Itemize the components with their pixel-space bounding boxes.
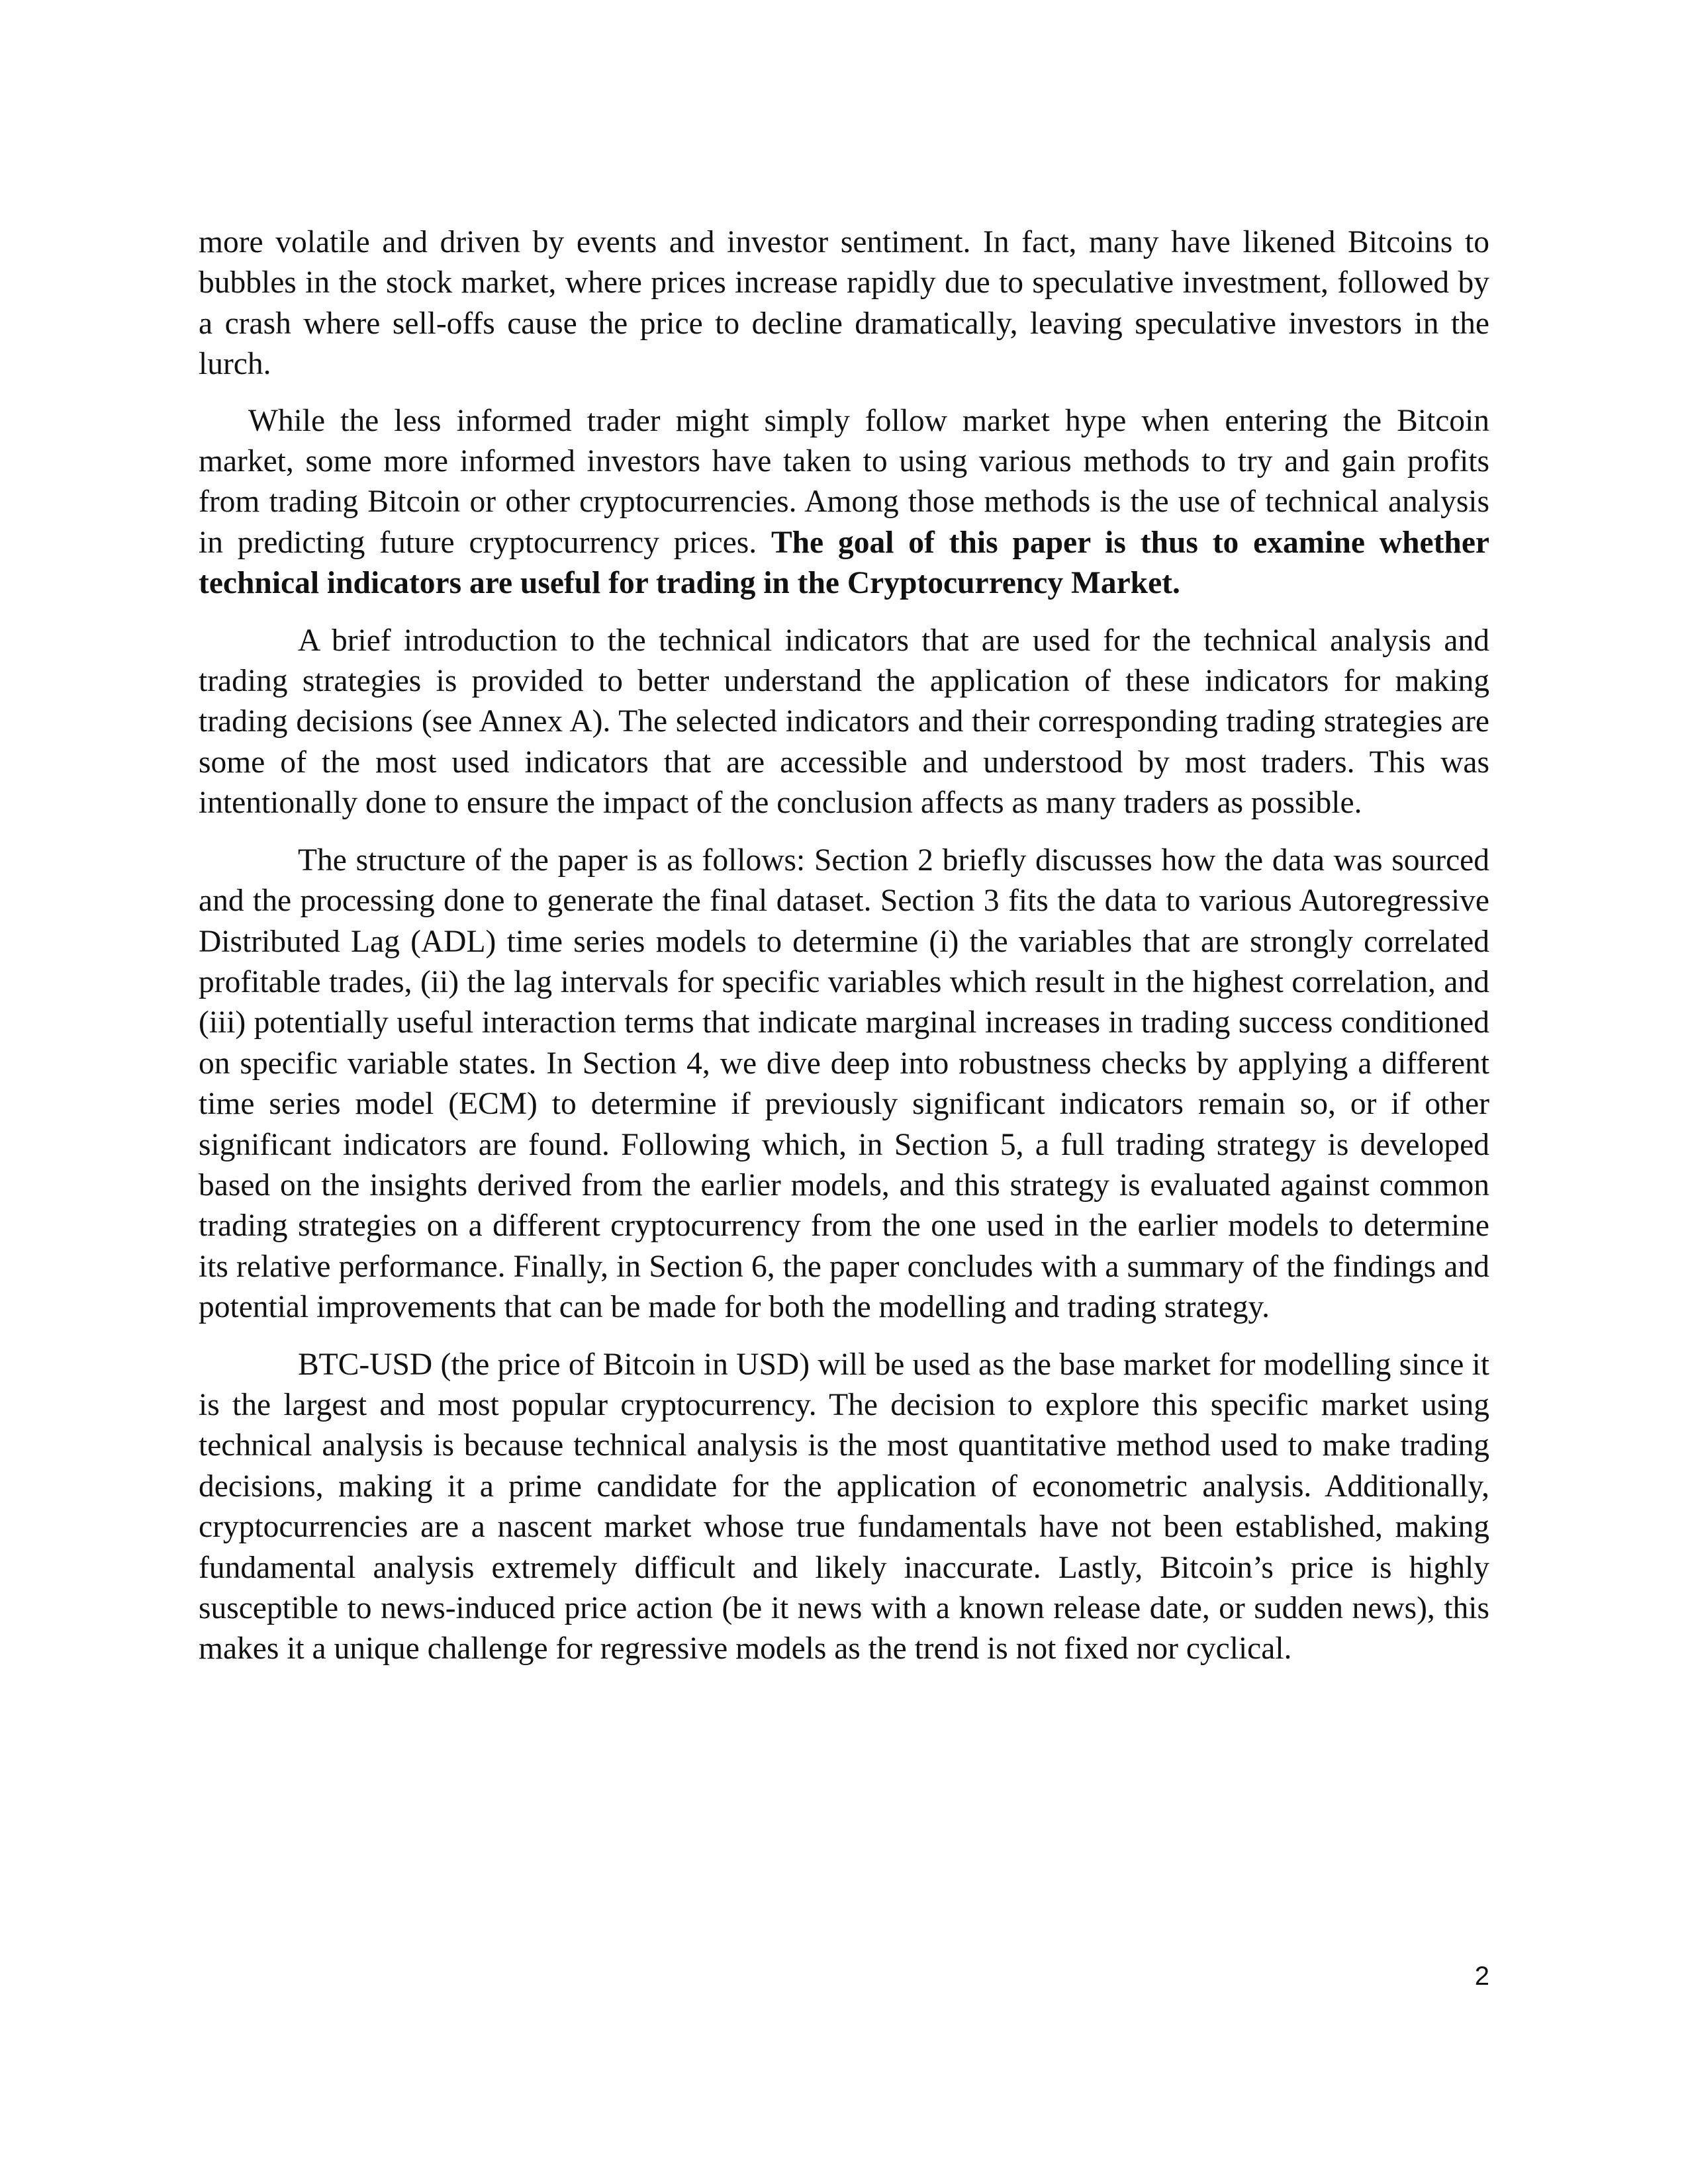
- paragraph-1: more volatile and driven by events and investor sentiment. In fact, many have likened Bitcoins to bubbles in the stock market, where prices increase rapidly due to speculative investment, followed by a crash where sell-offs cause the price to decline dramatically, leaving speculative investors in the lurch.: [199, 225, 1489, 382]
- paragraph-5: BTC-USD (the price of Bitcoin in USD) will be used as the base market for modelling since it is the largest and most popular cryptocurrency. The decision to explore this specific market using technical analysis is because technical analysis is the most quantitative method used to make trading decisions, making it a prime candidate for the application of econometric analysis. Additionally, cryptocurrencies are a nascent market whose true fundamentals have not been established, making fundamental analysis extremely difficult and likely inaccurate. Lastly, Bitcoin’s price is highly susceptible to news-induced price action (be it news with a known release date, or sudden news), this makes it a unique challenge for regressive models as the trend is not fixed nor cyclical.: [199, 1347, 1489, 1666]
- paragraph-4: The structure of the paper is as follows: Section 2 briefly discusses how the data was sourced and the processing done to generate the final dataset. Section 3 fits the data to various Autoregressive Distributed Lag (ADL) time series models to determine (i) the variables that are strongly correlated profitable trades, (ii) the lag intervals for specific variables which result in the highest correlation, and (iii) potentially useful interaction terms that indicate marginal increases in trading success conditioned on specific variable states. In Section 4, we dive deep into robustness checks by applying a different time series model (ECM) to determine if previously significant indicators remain so, or if other significant indicators are found. Following which, in Section 5, a full trading strategy is developed based on the insights derived from the earlier models, and this strategy is evaluated against common trading strategies on a different cryptocurrency from the one used in the earlier models to determine its relative performance. Finally, in Section 6, the paper concludes with a summary of the findings and potential improvements that can be made for both the modelling and trading strategy.: [199, 842, 1489, 1325]
- paragraph-2-text: While the less informed trader might simply follow market hype when entering the Bitcoin market, some more informed investors have taken to using various methods to try and gain profits from trading Bitcoin or other cryptocurrencies. Among those methods is the use of technical analysis in predicting future cryptocurrency prices.: [199, 403, 1489, 560]
- paragraph-2: [199, 401, 1489, 604]
- page-body: [199, 222, 1489, 1670]
- paragraph-2-goal-statement: The goal of this paper is thus to examine whether technical indicators are useful for trading in the Cryptocurrency Market.: [199, 525, 1490, 601]
- page-number: 2: [1474, 1962, 1489, 1991]
- paragraph-3: A brief introduction to the technical indicators that are used for the technical analysis and trading strategies is provided to better understand the application of these indicators for making trading decisions (see Annex A). The selected indicators and their corresponding trading strategies are some of the most used indicators that are accessible and understood by most traders. This was intentionally done to ensure the impact of the conclusion affects as many traders as possible.: [199, 623, 1489, 821]
